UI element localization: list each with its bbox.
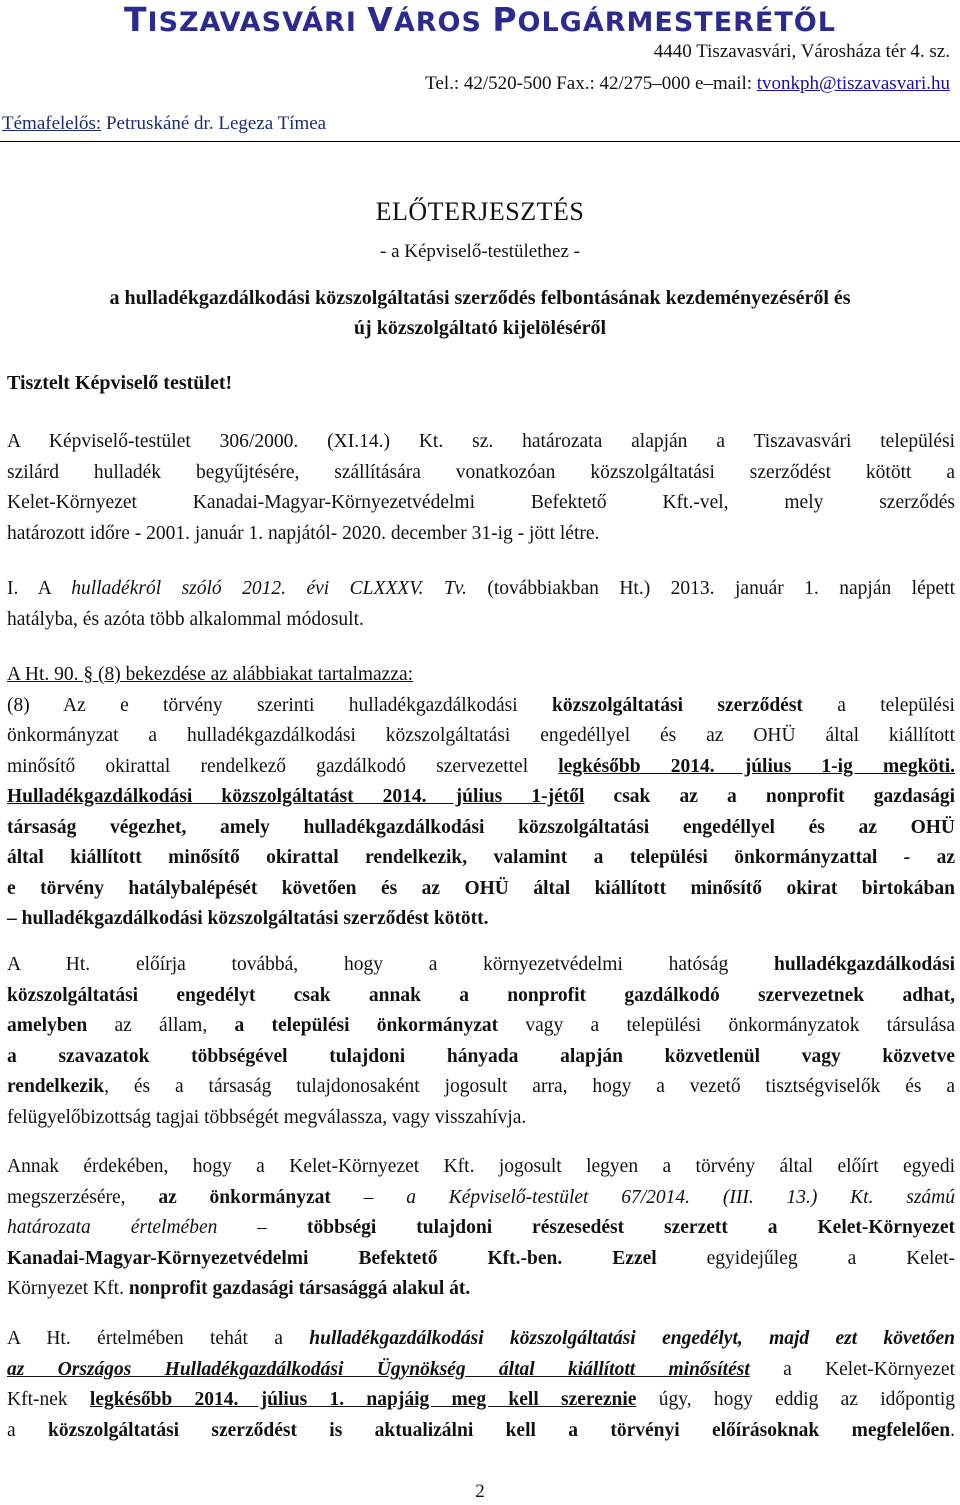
paragraph-6	[7, 1324, 955, 1446]
paragraph-line: a szavazatok többségével tulajdoni hányada alapján közvetlenül vagy közvetve	[7, 1045, 955, 1067]
paragraph-line: (8) Az e törvény szerinti hulladékgazdálkodási közszolgáltatási szerződést a települési	[7, 694, 955, 716]
responsible-name: Petruskáné dr. Legeza Tímea	[101, 113, 327, 134]
paragraph-line: – hulladékgazdálkodási közszolgáltatási szerződést kötött.	[7, 908, 489, 929]
document-addressee: - a Képviselő-testülethez -	[380, 241, 580, 262]
paragraph-line: szilárd hulladék begyűjtésére, szállítására vonatkozóan közszolgáltatási szerződést kötött a	[7, 461, 955, 483]
paragraph-line: Hulladékgazdálkodási közszolgáltatást 2014. július 1-jétől csak az a nonprofit gazdasági	[7, 786, 955, 807]
paragraph-line: társaság végezhet, amely hulladékgazdálkodási közszolgáltatási engedéllyel és az OHÜ	[7, 816, 955, 838]
responsible-person	[2, 112, 326, 136]
paragraph-line: rendelkezik, és a társaság tulajdonosaként jogosult arra, hogy a vezető tisztségviselők és a	[7, 1076, 955, 1097]
office-name: TISZAVASVÁRI VÁROS POLGÁRMESTERÉTŐL	[124, 0, 836, 39]
document-subject-line1: a hulladékgazdálkodási közszolgáltatási szerződés felbontásának kezdeményezéséről és	[109, 287, 851, 309]
paragraph-line: Annak érdekében, hogy a Kelet-Környezet Kft. jogosult legyen a törvény által előírt egyedi	[7, 1156, 955, 1177]
paragraph-line: Kft-nek legkésőbb 2014. július 1. napjáig meg kell szereznie úgy, hogy eddig az időpontig	[7, 1389, 955, 1410]
paragraph-2	[7, 574, 955, 635]
paragraph-line: határozata értelmében – többségi tulajdoni részesedést szerzett a Kelet-Környezet	[7, 1217, 955, 1238]
paragraph-line: e törvény hatálybalépését követően és az OHÜ által kiállított minősítő okirat birtokában	[7, 877, 955, 899]
paragraph-line: hatályba, és azóta több alkalommal módosult.	[7, 608, 364, 630]
paragraph-line: A Ht. előírja továbbá, hogy a környezetvédelmi hatóság hulladékgazdálkodási	[7, 954, 955, 975]
page-number: 2	[475, 1481, 485, 1502]
paragraph-line: Kelet-Környezet Kanadai-Magyar-Környezetvédelmi Befektető Kft.-vel, mely szerződés	[7, 492, 955, 513]
paragraph-line: által kiállított minősítő okirattal rendelkezik, valamint a települési önkormányzattal - az	[7, 847, 955, 868]
paragraph-line: önkormányzat a hulladékgazdálkodási közszolgáltatási engedéllyel és az OHÜ által kiállított	[7, 725, 955, 746]
paragraph-line: A Képviselő-testület 306/2000. (XI.14.) Kt. sz. határozata alapján a Tiszavasvári települési	[7, 431, 955, 452]
header-divider	[0, 141, 960, 142]
email-link[interactable]: tvonkph@tiszavasvari.hu	[756, 73, 950, 94]
paragraph-line: határozott időre - 2001. január 1. napjától- 2020. december 31-ig - jött létre.	[7, 522, 600, 544]
office-contact: Tel.: 42/520-500 Fax.: 42/275–000 e–mail: tvonkph@tiszavasvari.hu	[425, 73, 950, 94]
document-subject-line2: új közszolgáltató kijelöléséről	[353, 317, 607, 339]
paragraph-line: Kanadai-Magyar-Környezetvédelmi Befektető Kft.-ben. Ezzel egyidejűleg a Kelet-	[7, 1247, 955, 1269]
paragraph-line: felügyelőbizottság tagjai többségét megválassza, vagy visszahívja.	[7, 1106, 527, 1128]
paragraph-line: Környezet Kft. nonprofit gazdasági társasággá alakul át.	[7, 1278, 471, 1299]
paragraph-line: megszerzésére, az önkormányzat – a Képviselő-testület 67/2014. (III. 13.) Kt. számú	[7, 1186, 956, 1208]
document-title: ELŐTERJESZTÉS	[375, 197, 585, 226]
paragraph-line: közszolgáltatási engedélyt csak annak a nonprofit gazdálkodó szervezetnek adhat,	[7, 984, 955, 1006]
salutation: Tisztelt Képviselő testület!	[7, 372, 233, 394]
paragraph-line: A Ht. értelmében tehát a hulladékgazdálkodási közszolgáltatási engedélyt, majd ezt követően	[7, 1328, 955, 1349]
paragraph-5	[7, 1152, 955, 1305]
paragraph-lead: A Ht. 90. § (8) bekezdése az alábbiakat tartalmazza:	[7, 664, 414, 685]
responsible-label: Témafelelős:	[2, 113, 102, 134]
paragraph-line: I. A hulladékról szóló 2012. évi CLXXXV. Tv. (továbbiakban Ht.) 2013. január 1. napján lépett	[7, 578, 955, 599]
paragraph-line: minősítő okirattal rendelkező gazdálkodó szervezettel legkésőbb 2014. július 1-ig megköti.	[7, 755, 955, 777]
paragraph-3	[7, 660, 955, 935]
paragraph-line: amelyben az állam, a települési önkormányzat vagy a települési önkormányzatok társulása	[7, 1015, 956, 1036]
paragraph-1	[7, 427, 955, 549]
paragraph-4	[7, 950, 955, 1133]
office-address: 4440 Tiszavasvári, Városháza tér 4. sz.	[653, 41, 950, 62]
paragraph-line: a közszolgáltatási szerződést is aktualizálni kell a törvényi előírásoknak megfelelően.	[7, 1419, 956, 1441]
paragraph-line: az Országos Hulladékgazdálkodási Ügynökség által kiállított minősítést a Kelet-Környezet	[7, 1358, 955, 1380]
